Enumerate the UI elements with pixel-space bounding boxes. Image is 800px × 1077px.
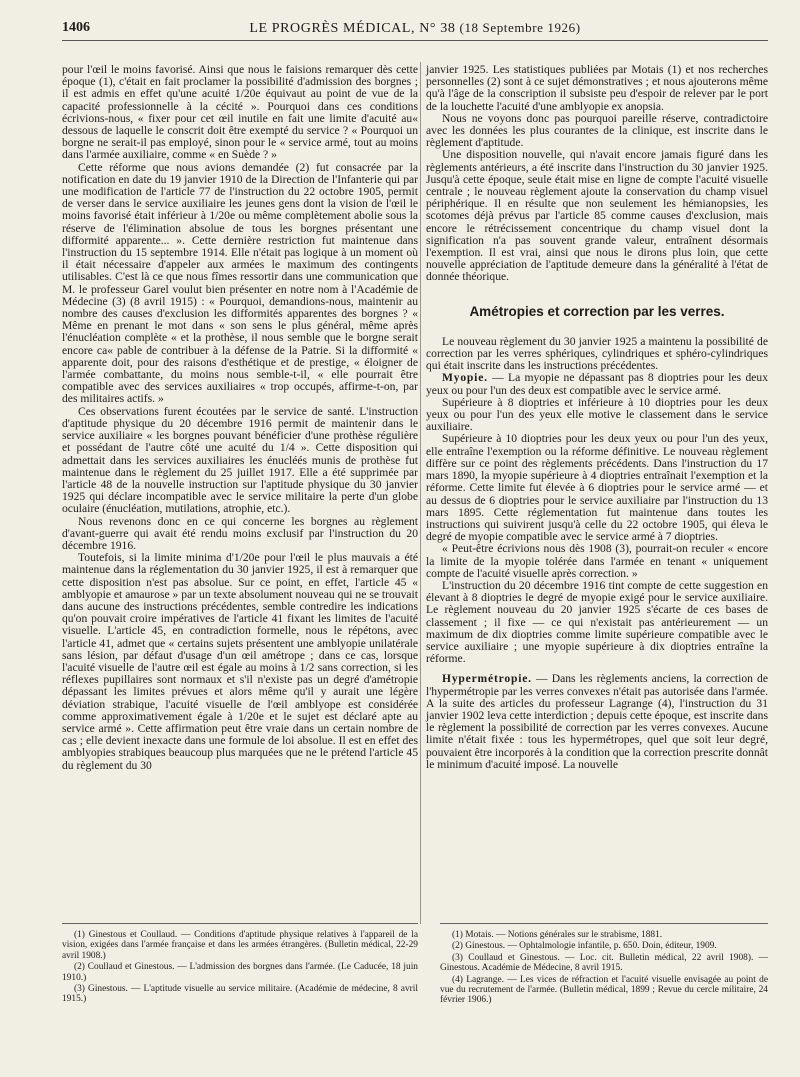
paragraph: Le nouveau règlement du 30 janvier 1925 a maintenu la possibilité de correction par les verres sphériques, cylindriques et sphéro-cylindriques qui était inscrite dans les instructions précédentes. <box>426 334 768 373</box>
paragraph: Une disposition nouvelle, qui n'avait encore jamais figuré dans les règlements antérieurs, a été inscrite dans l'instruction du 30 janvier 1925. Jusqu'à cette époque, seule était mise en ligne de compte l'acuité visuelle centrale ; le nouveau règlement ajoute la conservation du champ visuel périphérique. Il en résulte que non seulement les hémianopsies, les scotomes déjà prévus par l'article 85 comme causes d'exclusion, mais encore le rétrécissement concentrique du champ visuel dont la signification n'a pas souvent grande valeur, entraînent désormais l'exemption. Il est vrai, ainsi que nous le dirons plus loin, que cette nouvelle appréciation de l'aptitude demeure dans la généralité à l'état de donnée théorique. <box>426 148 768 284</box>
paragraph: « Peut-être écrivions nous dès 1908 (3), pourrait-on reculer « encore la limite de la myopie tolérée dans l'armée en tenant « uniquement compte de l'acuité visuelle après correction. » <box>426 542 768 580</box>
footnote: (3) Ginestous. — L'aptitude visuelle au service militaire. (Académie de médecine, 8 avril 1915.) <box>62 984 418 1005</box>
footnote-rule <box>440 923 768 924</box>
paragraph: Cette réforme que nous avions demandée (2) fut consacrée par la notification en date du 19 janvier 1910 de la Direction de l'Infanterie qui par une modification de l'article 77 de l'instruction du 22 octobre 1905, permit de verser dans le service auxiliaire les jeunes gens dont la vision de l'œil le moins favorisé était inférieur à 1/20e ou même complètement abolie sous la réserve de l'élimination absolue de tous les borgnes présentant une difformité apparente... ». Cette dernière restriction fut maintenue dans l'instruction du 15 septembre 1914. Elle n'était pas logique à un moment où il était nécessaire d'appeler aux armées le maximum des contingents utilisables. C'est là ce que nous fîmes ressortir dans une communication que M. le professeur Garel voulut bien présenter en notre nom à l'Académie de Médecine (3) (8 avril 1915) : « Pourquoi, demandions-nous, maintenir au nombre des causes d'exclusion les difformités apparentes des borgnes ? « Même en prenant le mot dans « son sens le plus général, même après l'énucléation complète « et la prothèse, il nous semble que le borgne serait encore ca« pable de contribuer à la défense de la Patrie. Si la difformité « apparente doit, pour des raisons d'esthétique et de prestige, « éloigner de l'armée combattante, du moins nous semble-t-il, « elle pourrait être compatible avec des services auxiliaires « trop occupés, affirme-t-on, par des militaires actifs. » <box>62 160 418 406</box>
footnote: (3) Coullaud et Ginestous. — Loc. cit. Bulletin médical, 22 avril 1908). — Ginestous. Académie de Médecine, 8 avril 1915. <box>440 952 768 974</box>
footnotes-left <box>62 930 418 1006</box>
paragraph: pour l'œil le moins favorisé. Ainsi que nous le faisions remarquer dès cette époque (1), c'était en fait proclamer la possibilité d'admission des borgnes ; il est admis en effet qu'une acuité 1/20e équivaut au point de vue de la capacité professionnelle à la cécité ». Pourquoi dans ces conditions écrivions-nous, « fixer pour cet œil inutile en fait une limite d'acuité au« dessous de laquelle le conscrit doit être exempté du service ? « Pourquoi un borgne ne serait-il pas employé, sinon pour le « service armé, tout au moins dans l'armée auxiliaire, comme « en Suède ? » <box>62 63 418 162</box>
section-heading: Amétropies et correction par les verres. <box>469 303 725 319</box>
paragraph: L'instruction du 20 décembre 1916 tint compte de cette suggestion en élevant à 8 dioptries le degré de myopie exigé pour le service auxiliaire. Le règlement nouveau du 20 janvier 1925 s'écarte de ces bases de classement ; il fixe — ce qui n'existait pas antérieurement — un maximum de dix dioptries comme limite supérieure compatible avec le service auxiliaire ; une myopie supérieure à dix dioptries entraîne la réforme. <box>426 578 768 666</box>
issue-date: (18 Septembre 1926) <box>459 20 581 35</box>
footnotes-right <box>440 930 768 1007</box>
paragraph: Supérieure à 8 dioptries et inférieure à 10 dioptries pour les deux yeux ou pour l'un des yeux elle motive le classement dans le service auxiliaire. <box>426 395 768 434</box>
footnote-rule <box>62 923 418 924</box>
paragraph: Nous ne voyons donc pas pourquoi pareille réserve, contradictoire avec les données les plus courantes de la clinique, est inscrite dans le règlement d'aptitude. <box>426 111 768 150</box>
paragraph: janvier 1925. Les statistiques publiées par Motais (1) et nos recherches personnelles (2) sont à ce sujet démonstratives ; et nous ajouterons même qu'à l'âge de la conscription il subsiste peu d'espoir de relever par le port de la louchette l'acuité d'une amblyopie ex anopsia. <box>426 63 768 113</box>
paragraph: Toutefois, si la limite minima d'1/20e pour l'œil le plus mauvais a été maintenue dans la réglementation du 30 janvier 1925, il est à remarquer que cette disposition n'est pas absolue. Sur ce point, en effet, l'article 45 « amblyopie et amaurose » par un texte absolument nouveau qui ne se trouvait dans aucune des instructions précédentes, semble contredire les indications qu'on pouvait croire impératives de l'article 41 fixant les limites de l'acuité visuelle. L'article 45, en contradiction formelle, nous le répétons, avec l'article 41, admet que « certains sujets présentent une amblyopie unilatérale sans lésion, par défaut d'usage d'un œil amétrope ; dans ce cas, lorsque l'acuité visuelle de l'autre œil est égale au moins à 1/2 sans correction, si les réflexes pupillaires sont normaux et s'il n'existe pas un degré d'amétropie dépassant les limites prévues et alors même qu'il y aurait une légère déviation strabique, l'acuité visuelle de l'œil amblyope est considérée comme approximativement égale à 1/20e et le sujet est déclaré apte au service armé ». Cette affirmation peut être vraie dans un certain nombre de cas ; elle devient inexacte dans une formule de loi absolue. Il est en effet des amblyopies strabiques beaucoup plus marquées que ne le prétend l'article 45 du règlement du 30 <box>62 551 418 772</box>
footnote: (1) Ginestous et Coullaud. — Conditions d'aptitude physique relatives à l'appareil de la vision, exigées dans l'armée française et dans les armées étrangères. (Bulletin médical, 22-29 avril 1908.) <box>62 930 418 961</box>
page-number: 1406 <box>62 20 90 35</box>
paragraph: Ces observations furent écoutées par le service de santé. L'instruction d'aptitude physique du 20 décembre 1916 permit de maintenir dans le service auxiliaire « les borgnes pouvant bénéficier d'une prothèse régulière et possédant de l'autre côté une acuité du 1/4 ». Cette disposition qui admettait dans les services auxiliaires les énucléés munis de prothèse fut maintenue dans le règlement du 25 juillet 1917. Elle a été supprimée par l'article 48 de la nouvelle instruction sur l'aptitude physique du 30 janvier 1925 qui déclare incompatible avec le service militaire la perte d'un globe oculaire (énucléation, mutilations, atrophie, etc.). <box>62 404 418 516</box>
paragraph-myopie <box>426 372 768 396</box>
paragraph-hypermetropie <box>426 673 768 771</box>
left-column <box>62 64 418 772</box>
paragraph: Supérieure à 10 dioptries pour les deux yeux ou pour l'un des yeux, elle entraîne l'exemption ou la réforme définitive. Le nouveau règlement diffère sur ce point des règlements précédents. Dans l'instruction du 17 mars 1890, la myopie supérieure à 4 dioptries entraînait l'exemption et la réforme. Cette limite fut élevée à 6 dioptries pour le service armé — et au dessus de 6 dioptries pour le service auxiliaire par l'instruction du 13 mars 1895. Cette réglementation fut maintenue dans toutes les instructions qui suivirent jusqu'à celle du 22 octobre 1905, qui éleva le degré de myopie compatible avec le service armé à 7 dioptries. <box>426 432 768 544</box>
paragraph: Nous revenons donc en ce qui concerne les borgnes au règlement d'avant-guerre qui avait été rendu moins exclusif par l'instruction du 20 décembre 1916. <box>62 514 418 552</box>
footnote: (1) Motais. — Notions générales sur le strabisme, 1881. <box>452 930 663 940</box>
footnote: (4) Lagrange. — Les vices de réfraction et l'acuité visuelle envisagée au point de vue du recrutement de l'armée. (Bulletin médical, 1899 ; Revue du cercle militaire, 24 février 1906.) <box>440 974 768 1006</box>
column-divider <box>420 62 421 924</box>
page-header <box>62 18 768 41</box>
running-title <box>62 20 768 37</box>
paragraph-text: — La myopie ne dépassant pas 8 dioptries pour les deux yeux ou pour l'un des deux est compatible avec le service armé. <box>426 371 768 397</box>
footnote: (2) Coullaud et Ginestous. — L'admission des borgnes dans l'armée. (Le Caducée, 18 juin 1910.) <box>62 962 418 983</box>
paragraph-text: — Dans les règlements anciens, la correction de l'hypermétropie par les verres convexes n'était pas autorisée dans l'armée. A la suite des articles du professeur Lagrange (4), l'instruction du 31 janvier 1902 leva cette interdiction ; depuis cette époque, est inscrite dans le règlement la possibilité de correction par les verres convexes. Aucune limite n'était fixée : tous les hypermétropes, quel que soit leur degré, pouvaient être incorporés à la condition que la correction prescrite donnât le minimum d'acuité imposé. La nouvelle <box>426 672 768 771</box>
subsection-lead: Hypermétropie. <box>442 672 532 686</box>
subsection-lead: Myopie. <box>442 371 488 385</box>
right-column <box>426 64 768 771</box>
journal-name: LE PROGRÈS MÉDICAL, N° 38 <box>249 21 456 36</box>
footnote: (2) Ginestous. — Ophtalmologie infantile, p. 650. Doin, éditeur, 1909. <box>452 941 717 952</box>
